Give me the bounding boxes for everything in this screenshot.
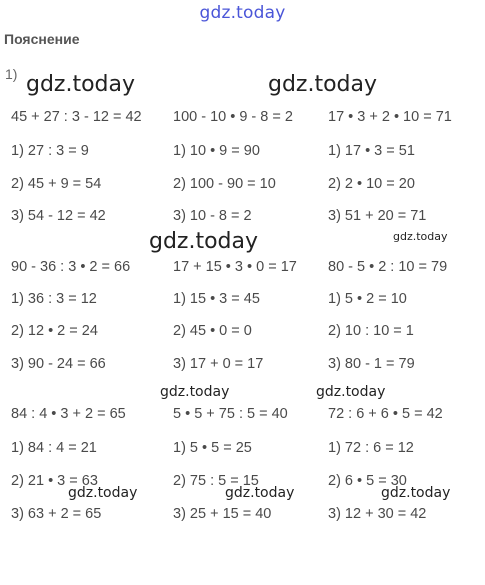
expression: 5 • 5 + 75 : 5 = 40	[173, 406, 288, 422]
step: 1) 10 • 9 = 90	[173, 143, 260, 159]
step: 2) 2 • 10 = 20	[328, 176, 415, 192]
step: 2) 45 • 0 = 0	[173, 323, 252, 339]
step: 3) 17 + 0 = 17	[173, 356, 264, 372]
watermark: gdz.today	[68, 485, 138, 501]
expression: 80 - 5 • 2 : 10 = 79	[328, 259, 448, 275]
step: 1) 72 : 6 = 12	[328, 440, 414, 456]
expression: 17 • 3 + 2 • 10 = 71	[328, 109, 452, 125]
step: 3) 63 + 2 = 65	[11, 506, 102, 522]
watermark: gdz.today	[268, 72, 378, 97]
watermark: gdz.today	[26, 72, 136, 97]
step: 1) 17 • 3 = 51	[328, 143, 415, 159]
watermark: gdz.today	[393, 230, 448, 243]
step: 2) 10 : 10 = 1	[328, 323, 414, 339]
expression: 17 + 15 • 3 • 0 = 17	[173, 259, 297, 275]
expression: 84 : 4 • 3 + 2 = 65	[11, 406, 126, 422]
watermark: gdz.today	[381, 485, 451, 501]
expression: 45 + 27 : 3 - 12 = 42	[11, 109, 142, 125]
step: 1) 84 : 4 = 21	[11, 440, 97, 456]
item-number: 1)	[5, 66, 18, 82]
step: 3) 51 + 20 = 71	[328, 208, 427, 224]
step: 2) 45 + 9 = 54	[11, 176, 102, 192]
step: 3) 80 - 1 = 79	[328, 356, 415, 372]
step: 3) 90 - 24 = 66	[11, 356, 106, 372]
step: 1) 5 • 5 = 25	[173, 440, 252, 456]
step: 1) 36 : 3 = 12	[11, 291, 97, 307]
expression: 100 - 10 • 9 - 8 = 2	[173, 109, 293, 125]
step: 2) 12 • 2 = 24	[11, 323, 98, 339]
step: 2) 6 • 5 = 30	[328, 473, 407, 489]
step: 3) 12 + 30 = 42	[328, 506, 427, 522]
step: 1) 27 : 3 = 9	[11, 143, 89, 159]
step: 1) 5 • 2 = 10	[328, 291, 407, 307]
step: 2) 21 • 3 = 63	[11, 473, 98, 489]
watermark: gdz.today	[225, 485, 295, 501]
step: 3) 10 - 8 = 2	[173, 208, 252, 224]
step: 1) 15 • 3 = 45	[173, 291, 260, 307]
step: 3) 54 - 12 = 42	[11, 208, 106, 224]
watermark: gdz.today	[316, 384, 386, 400]
step: 2) 100 - 90 = 10	[173, 176, 276, 192]
watermark: gdz.today	[149, 229, 259, 254]
expression: 90 - 36 : 3 • 2 = 66	[11, 259, 131, 275]
step: 2) 75 : 5 = 15	[173, 473, 259, 489]
step: 3) 25 + 15 = 40	[173, 506, 272, 522]
top-watermark: gdz.today	[199, 3, 286, 23]
watermark: gdz.today	[160, 384, 230, 400]
section-heading: Пояснение	[4, 31, 80, 47]
expression: 72 : 6 + 6 • 5 = 42	[328, 406, 443, 422]
